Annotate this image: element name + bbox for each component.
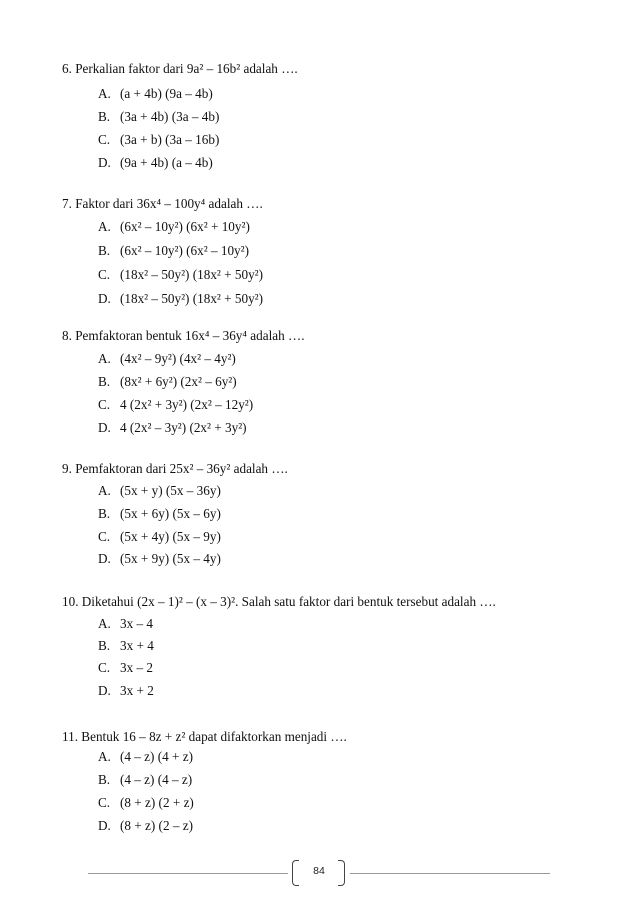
question-11	[62, 729, 602, 833]
option-letter: C.	[98, 267, 111, 282]
option-a	[98, 616, 153, 632]
option-letter: C.	[98, 529, 111, 544]
option-text: (8x² + 6y²) (2x² – 6y²)	[120, 374, 237, 389]
option-c	[98, 397, 253, 413]
option-letter: A.	[98, 616, 111, 631]
question-stem	[62, 729, 602, 745]
option-text: (8 + z) (2 – z)	[120, 818, 193, 833]
option-letter: C.	[98, 132, 111, 147]
question-text: Diketahui (2x – 1)² – (x – 3)². Salah satu faktor dari bentuk tersebut adalah ….	[81, 594, 496, 609]
page-number-bracket-left	[292, 860, 299, 886]
question-8	[62, 328, 602, 435]
option-d	[98, 551, 221, 567]
option-letter: B.	[98, 638, 111, 653]
option-a	[98, 483, 221, 499]
option-text: (5x + 6y) (5x – 6y)	[120, 506, 221, 521]
option-text: (5x + y) (5x – 36y)	[120, 483, 221, 498]
option-letter: A.	[98, 749, 111, 764]
option-text: (8 + z) (2 + z)	[120, 795, 194, 810]
option-text: (3a + 4b) (3a – 4b)	[120, 109, 220, 124]
question-number: 6.	[62, 61, 72, 76]
question-number: 8.	[62, 328, 72, 343]
option-text: (18x² – 50y²) (18x² + 50y²)	[120, 267, 264, 282]
option-letter: B.	[98, 506, 111, 521]
option-letter: C.	[98, 795, 111, 810]
question-text: Pemfaktoran bentuk 16x⁴ – 36y⁴ adalah ….	[75, 328, 305, 343]
option-text: (3a + b) (3a – 16b)	[120, 132, 220, 147]
option-text: (6x² – 10y²) (6x² + 10y²)	[120, 219, 250, 234]
option-text: 3x – 4	[120, 616, 153, 631]
option-letter: C.	[98, 397, 111, 412]
option-a	[98, 219, 250, 235]
option-text: 3x + 4	[120, 638, 154, 653]
option-c	[98, 132, 219, 148]
option-b	[98, 243, 249, 259]
option-letter: B.	[98, 374, 111, 389]
option-text: (4x² – 9y²) (4x² – 4y²)	[120, 351, 236, 366]
question-number: 7.	[62, 196, 72, 211]
question-7	[62, 196, 602, 306]
page-number-bracket-right	[338, 860, 345, 886]
option-text: (4 – z) (4 + z)	[120, 749, 193, 764]
question-9	[62, 461, 602, 566]
question-number: 9.	[62, 461, 72, 476]
option-text: 4 (2x² + 3y²) (2x² – 12y²)	[120, 397, 254, 412]
option-letter: D.	[98, 818, 111, 833]
option-a	[98, 86, 213, 102]
option-letter: B.	[98, 109, 111, 124]
option-text: (6x² – 10y²) (6x² – 10y²)	[120, 243, 249, 258]
option-c	[98, 660, 153, 676]
option-letter: C.	[98, 660, 111, 675]
option-d	[98, 683, 154, 699]
option-b	[98, 109, 219, 125]
option-text: 3x – 2	[120, 660, 153, 675]
option-d	[98, 291, 263, 307]
option-letter: D.	[98, 551, 111, 566]
option-text: (9a + 4b) (a – 4b)	[120, 155, 213, 170]
option-letter: D.	[98, 420, 111, 435]
footer-rule-left	[88, 873, 288, 874]
option-text: (5x + 9y) (5x – 4y)	[120, 551, 221, 566]
question-6	[62, 61, 602, 170]
option-letter: A.	[98, 219, 111, 234]
page-footer	[0, 858, 638, 888]
option-d	[98, 420, 247, 436]
option-text: (5x + 4y) (5x – 9y)	[120, 529, 221, 544]
option-letter: D.	[98, 291, 111, 306]
option-a	[98, 351, 236, 367]
option-text: 3x + 2	[120, 683, 154, 698]
option-text: (a + 4b) (9a – 4b)	[120, 86, 213, 101]
option-letter: B.	[98, 243, 111, 258]
option-d	[98, 155, 213, 171]
question-text: Bentuk 16 – 8z + z² dapat difaktorkan menjadi ….	[81, 729, 347, 744]
option-letter: A.	[98, 483, 111, 498]
option-letter: D.	[98, 155, 111, 170]
question-number: 10.	[62, 594, 79, 609]
option-letter: B.	[98, 772, 111, 787]
option-letter: A.	[98, 86, 111, 101]
option-c	[98, 529, 221, 545]
option-b	[98, 506, 221, 522]
question-stem	[62, 594, 602, 610]
question-stem	[62, 328, 602, 344]
question-stem	[62, 196, 602, 212]
option-b	[98, 374, 237, 390]
question-10	[62, 594, 602, 698]
option-c	[98, 267, 263, 283]
option-text: 4 (2x² – 3y²) (2x² + 3y²)	[120, 420, 247, 435]
option-b	[98, 772, 192, 788]
page-number: 84	[313, 865, 325, 877]
option-letter: A.	[98, 351, 111, 366]
question-stem	[62, 61, 602, 77]
option-a	[98, 749, 193, 765]
option-d	[98, 818, 193, 834]
option-letter: D.	[98, 683, 111, 698]
question-text: Perkalian faktor dari 9a² – 16b² adalah ….	[75, 61, 298, 76]
option-c	[98, 795, 194, 811]
question-text: Pemfaktoran dari 25x² – 36y² adalah ….	[75, 461, 288, 476]
option-text: (4 – z) (4 – z)	[120, 772, 193, 787]
question-number: 11.	[62, 729, 78, 744]
option-b	[98, 638, 154, 654]
question-stem	[62, 461, 602, 477]
footer-rule-right	[350, 873, 550, 874]
question-text: Faktor dari 36x⁴ – 100y⁴ adalah ….	[75, 196, 263, 211]
option-text: (18x² – 50y²) (18x² + 50y²)	[120, 291, 264, 306]
